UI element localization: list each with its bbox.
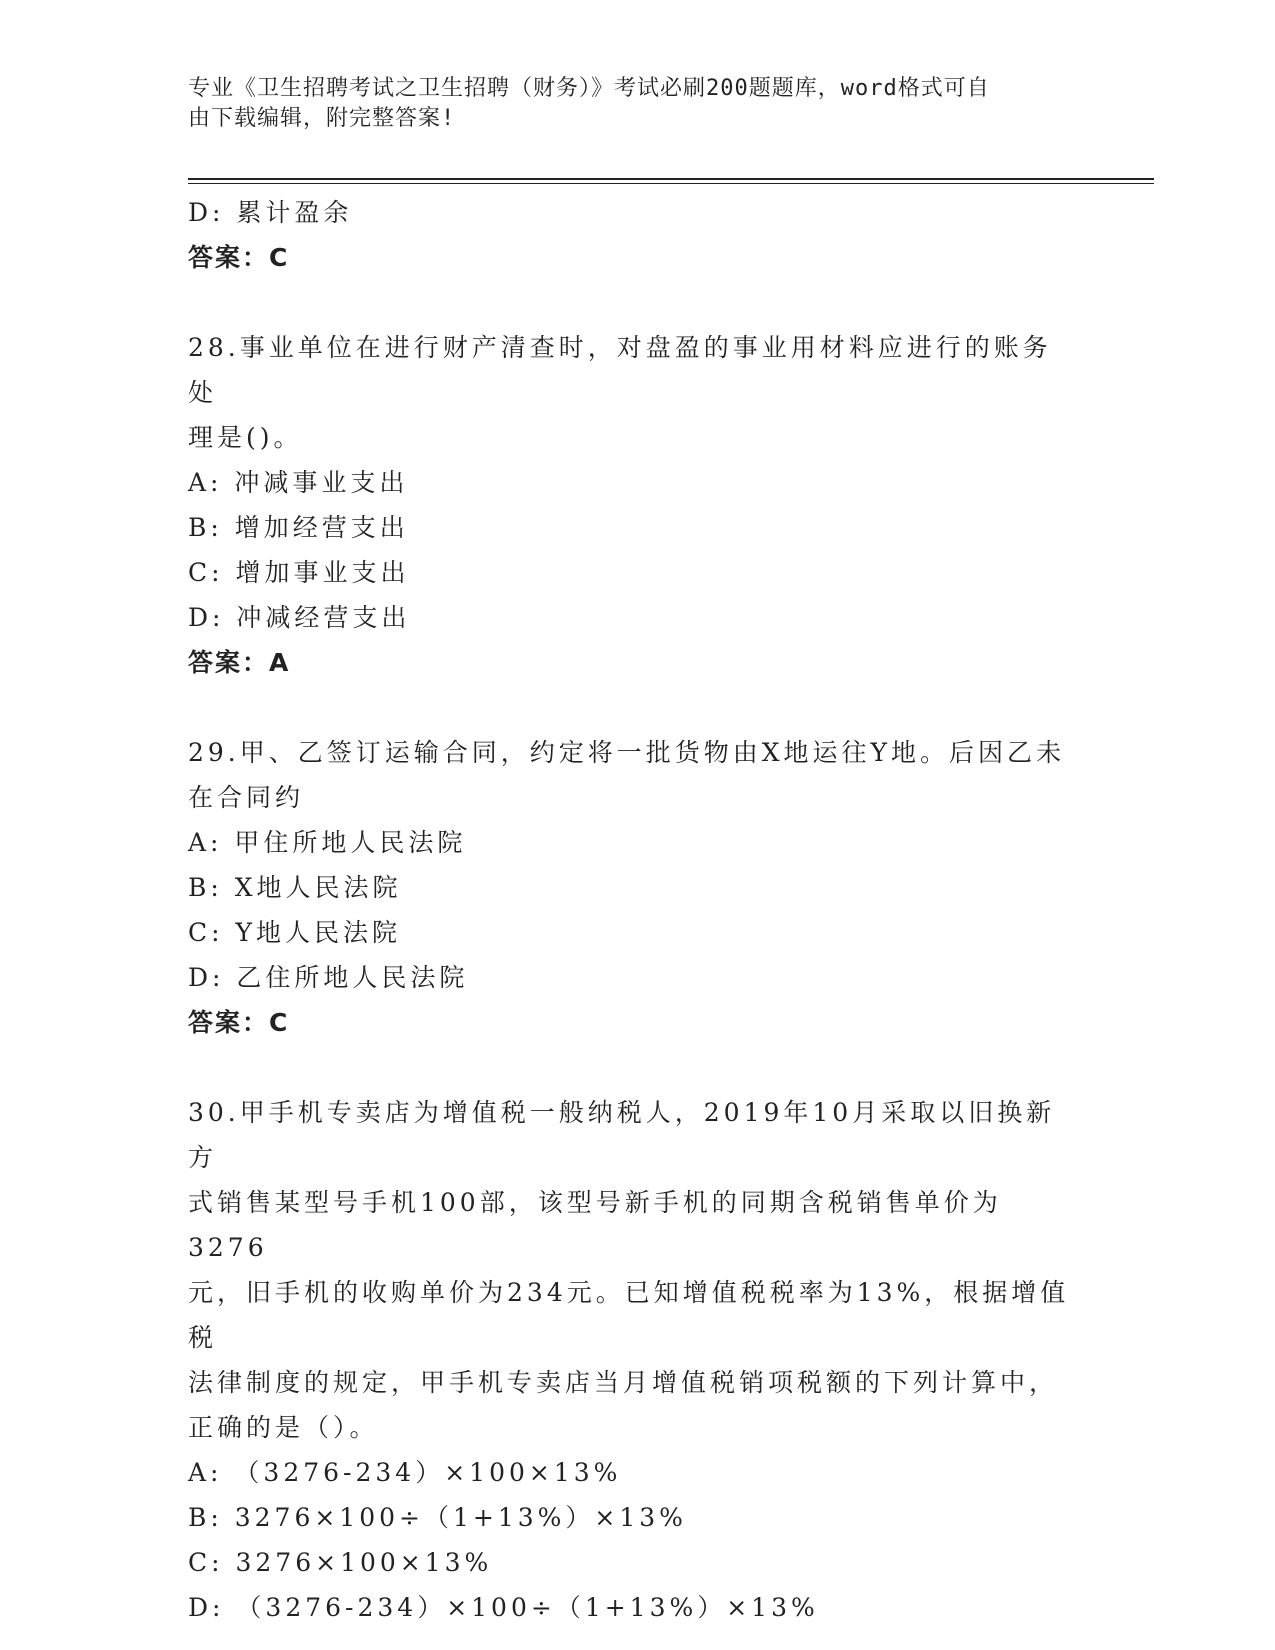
header-divider-thin — [188, 183, 1154, 184]
question-29-line-2: 在合同约 — [188, 783, 305, 812]
question-29-line-1: 29.甲、乙签订运输合同，约定将一批货物由X地运往Y地。后因乙未 — [188, 738, 1066, 767]
question-29-option-c: C: Y地人民法院 — [188, 918, 402, 947]
header-line-1: 专业《卫生招聘考试之卫生招聘（财务）》考试必刷200题题库，word格式可自 — [188, 76, 990, 101]
question-29-option-d: D: 乙住所地人民法院 — [188, 963, 469, 992]
question-30 — [188, 1090, 1078, 1450]
question-30-line-3: 元，旧手机的收购单价为234元。已知增值税税率为13%，根据增值税 — [188, 1278, 1070, 1352]
question-28 — [188, 325, 1078, 460]
question-28-line-1: 28.事业单位在进行财产清查时，对盘盈的事业用材料应进行的账务处 — [188, 333, 1052, 407]
question-28-option-d: D: 冲减经营支出 — [188, 603, 411, 632]
question-30-option-a: A: （3276-234）×100×13% — [188, 1458, 622, 1487]
header-divider-thick — [188, 178, 1154, 180]
question-29-option-b: B: X地人民法院 — [188, 873, 402, 902]
question-28-answer: 答案：A — [188, 648, 291, 677]
question-28-option-b: B: 增加经营支出 — [188, 513, 409, 542]
question-30-option-d: D: （3276-234）×100÷（1+13%）×13% — [188, 1593, 819, 1622]
document-header — [188, 74, 1078, 134]
question-30-line-4: 法律制度的规定，甲手机专卖店当月增值税销项税额的下列计算中， — [188, 1368, 1059, 1397]
question-28-option-a: A: 冲减事业支出 — [188, 468, 409, 497]
question-30-line-5: 正确的是（）。 — [188, 1413, 379, 1442]
question-30-option-c: C: 3276×100×13% — [188, 1548, 493, 1577]
question-28-line-2: 理是()。 — [188, 423, 303, 452]
question-29-option-a: A: 甲住所地人民法院 — [188, 828, 467, 857]
question-28-option-c: C: 增加事业支出 — [188, 558, 410, 587]
prev-option-d: D: 累计盈余 — [188, 198, 353, 227]
prev-answer: 答案：C — [188, 243, 290, 272]
question-30-line-1: 30.甲手机专卖店为增值税一般纳税人，2019年10月采取以旧换新方 — [188, 1098, 1056, 1172]
header-line-2: 由下载编辑，附完整答案! — [188, 106, 456, 131]
question-29-answer: 答案：C — [188, 1008, 290, 1037]
question-30-option-b: B: 3276×100÷（1+13%）×13% — [188, 1503, 687, 1532]
spacer — [188, 1045, 1088, 1090]
question-30-line-2: 式销售某型号手机100部，该型号新手机的同期含税销售单价为3276 — [188, 1188, 1002, 1262]
document-body — [188, 190, 1088, 1630]
spacer — [188, 685, 1088, 730]
spacer — [188, 280, 1088, 325]
question-29 — [188, 730, 1078, 820]
